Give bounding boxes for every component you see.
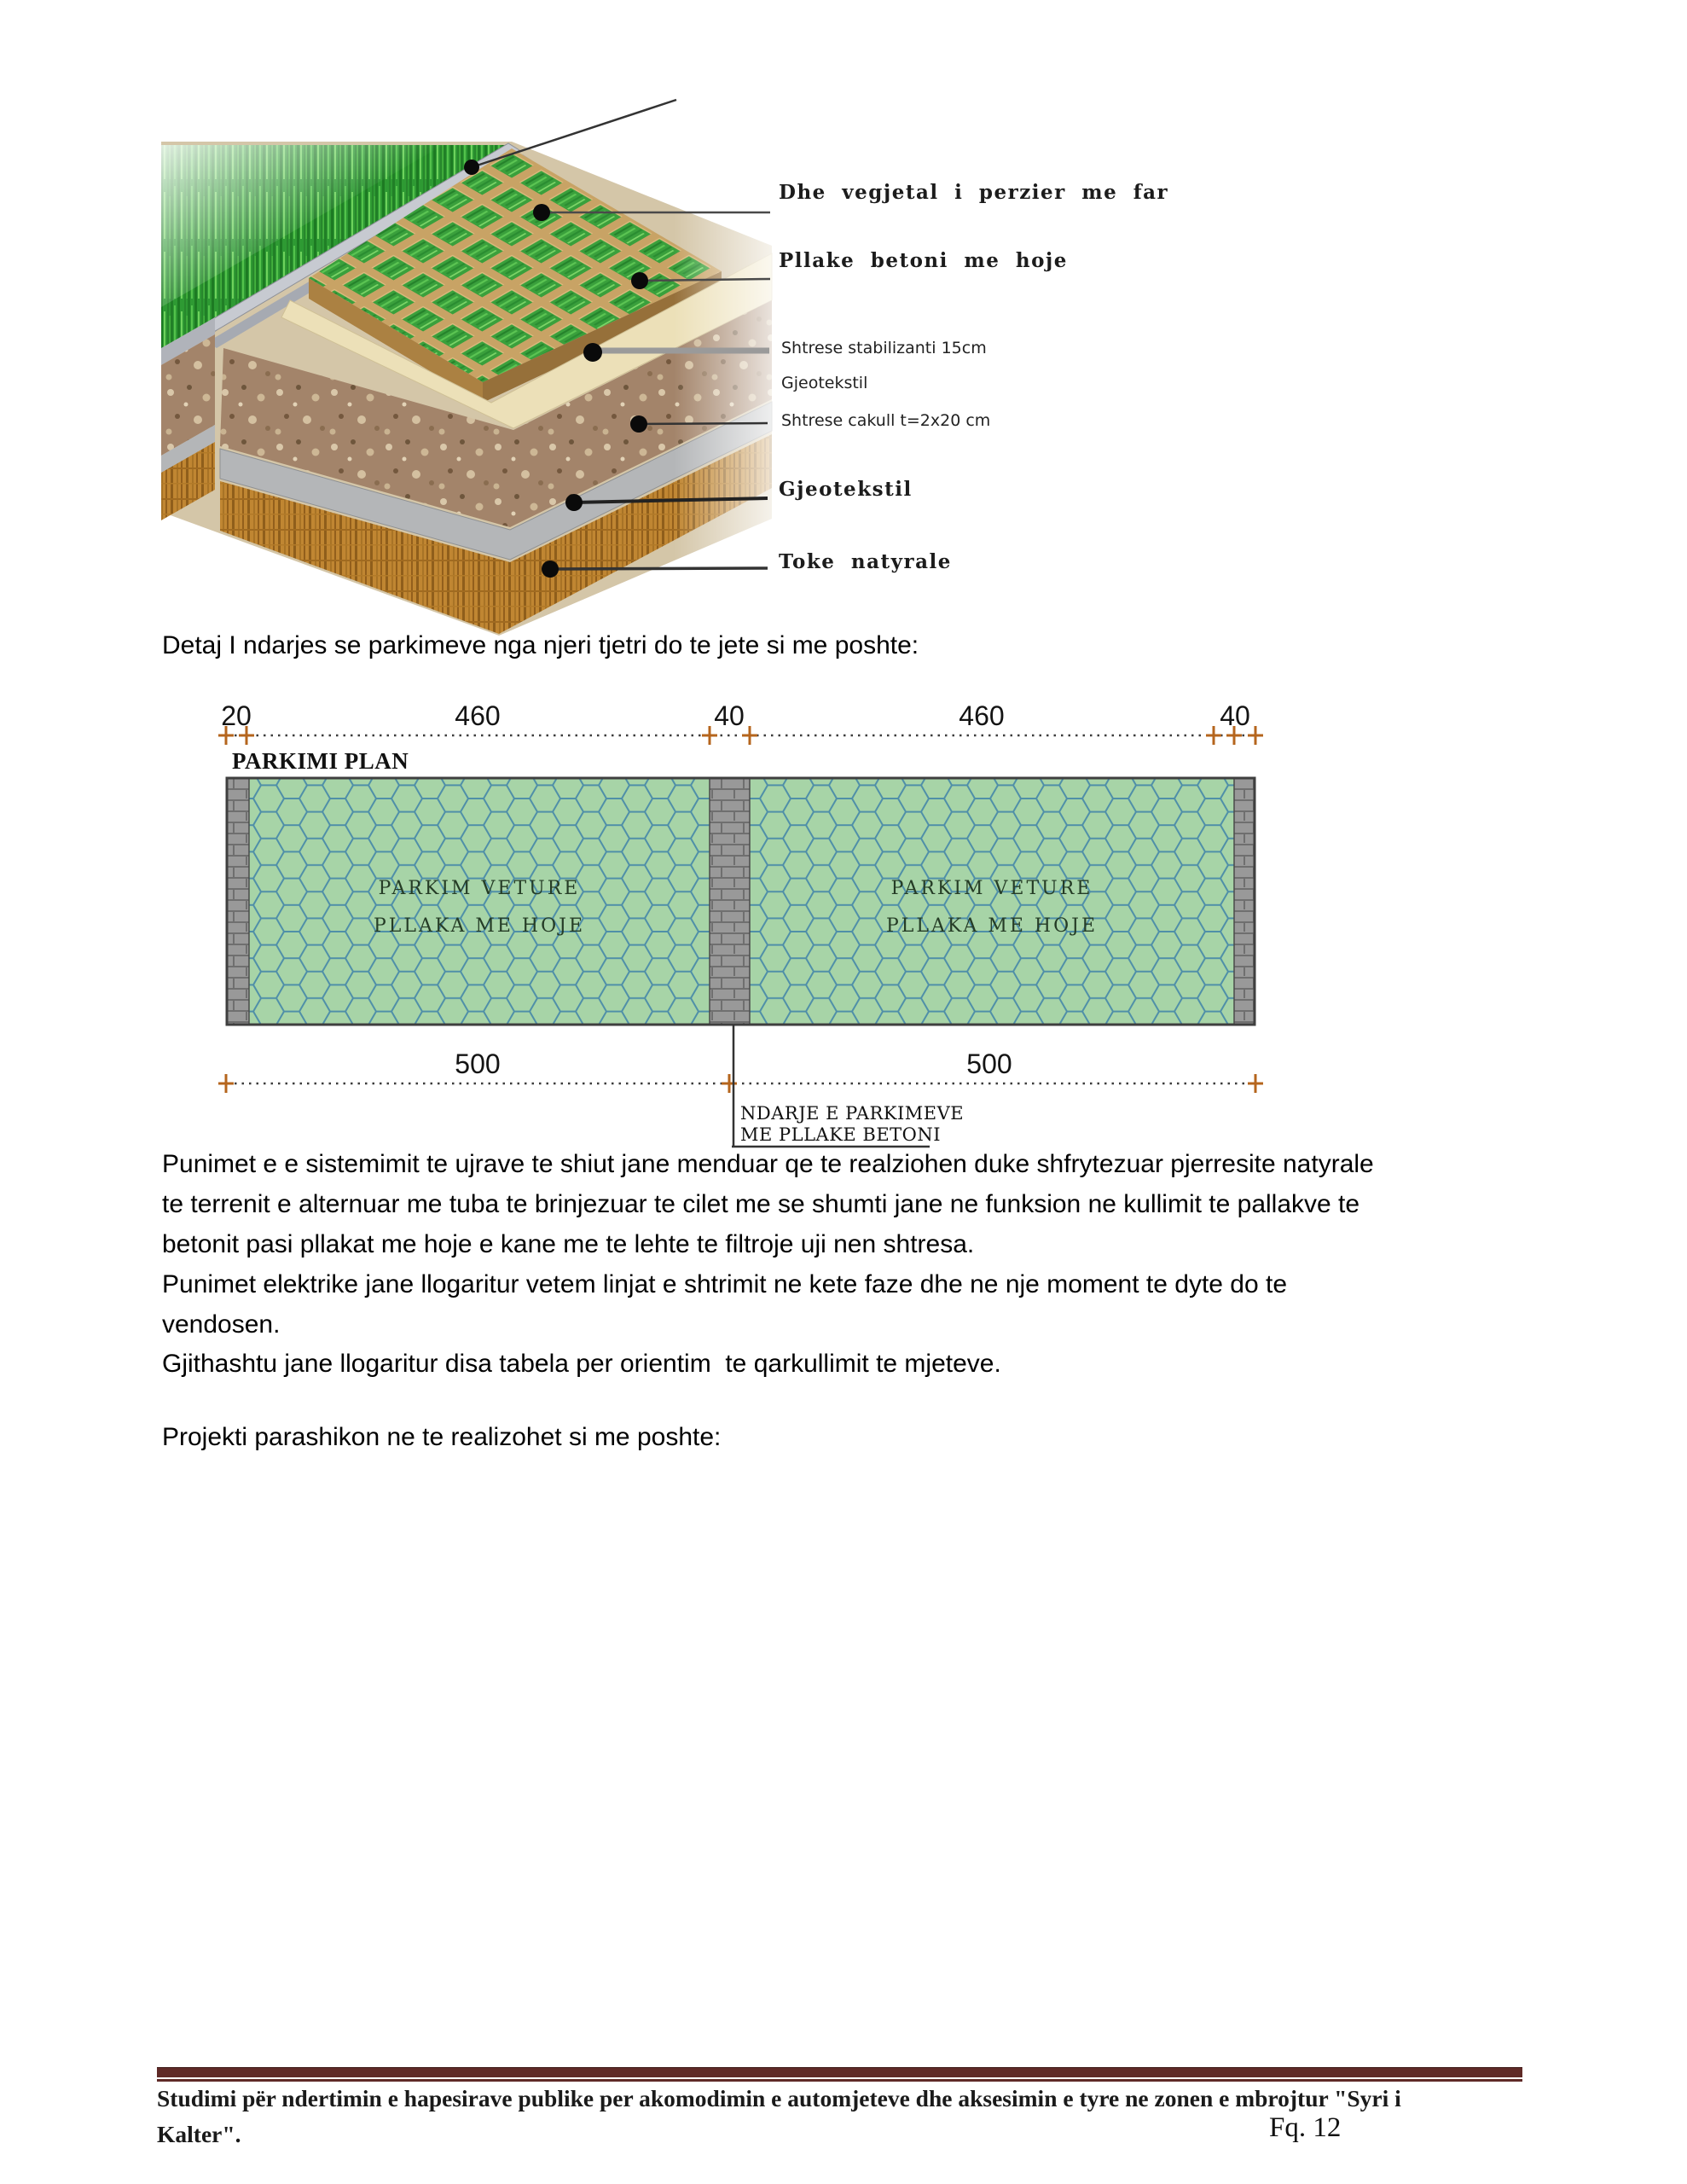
divider-strip-right (1234, 778, 1255, 1025)
layer-label-stabilizanti: Shtrese stabilizanti 15cm (781, 339, 987, 357)
panel-right-label-2: PLLAKA ME HOJE (885, 915, 1099, 937)
footer-divider-bar (157, 2067, 1522, 2082)
plan-title: PARKIMI PLAN (232, 748, 409, 774)
dimension-line-top (218, 700, 1263, 745)
footer-line-2: Kalter". (157, 2121, 241, 2147)
paragraph-line-4: Punimet elektrike jane llogaritur vetem linjat e shtrimit ne kete faze dhe ne nje moment te dyte do te (162, 1270, 1288, 1298)
panel-left-label-2: PLLAKA ME HOJE (373, 915, 586, 937)
layer-label-pllake: Pllake betoni me hoje (779, 249, 1068, 272)
dim-top-460a: 460 (455, 700, 501, 731)
panel-right-label-1: PARKIM VETURE (890, 878, 1093, 899)
dim-top-460b: 460 (959, 700, 1005, 731)
projekti-line: Projekti parashikon ne te realizohet si me poshte: (162, 1423, 722, 1451)
paragraph-line-2: te terrenit e alternuar me tuba te brinjezuar te cilet me se shumti jane ne funksion ne kullimit te pallakve te (162, 1190, 1360, 1218)
paragraph-line-6: Gjithashtu jane llogaritur disa tabela per orientim te qarkullimit te mjeteve. (162, 1350, 1001, 1378)
parking-panel-left (249, 778, 710, 1025)
footer-bar-main (157, 2067, 1522, 2077)
parking-plan-drawing (0, 665, 1687, 1160)
layer-label-toke: Toke natyrale (779, 550, 952, 573)
layer-label-gjeotekstil-2: Gjeotekstil (779, 478, 913, 501)
detail-heading: Detaj I ndarjes se parkimeve nga njeri tjetri do te jete si me poshte: (162, 631, 919, 659)
dim-top-40b: 40 (1220, 700, 1250, 731)
plan-body (227, 778, 1255, 1025)
parking-panel-right (750, 778, 1234, 1025)
dim-bottom-500a: 500 (455, 1048, 501, 1079)
paragraph-line-3: betonit pasi pllakat me hoje e kane me te lehte te filtroje uji nen shtresa. (162, 1230, 975, 1258)
divider-label-2: ME PLLAKE BETONI (740, 1124, 942, 1145)
divider-strip-left (227, 778, 249, 1025)
footer-line-1: Studimi për ndertimin e hapesirave publike per akomodimin e automjeteve dhe aksesimin e tyre ne zonen e mbrojtur "Syri i (157, 2085, 1401, 2111)
page-number: Fq. 12 (1269, 2112, 1342, 2143)
dim-bottom-500b: 500 (966, 1048, 1012, 1079)
dimension-line-bottom (218, 1048, 1263, 1093)
dim-top-20: 20 (221, 700, 252, 731)
layer-label-gjeotekstil-1: Gjeotekstil (781, 374, 868, 392)
divider-callout (732, 1025, 964, 1147)
divider-strip-center (710, 778, 750, 1025)
layer-label-cakull: Shtrese cakull t=2x20 cm (781, 411, 991, 430)
paragraph-line-5: vendosen. (162, 1310, 281, 1339)
layer-label-vegetal: Dhe vegjetal i perzier me far (779, 181, 1169, 204)
paragraph-line-1: Punimet e e sistemimit te ujrave te shiut jane menduar qe te realziohen duke shfrytezuar pjerresite natyrale (162, 1150, 1374, 1178)
dim-top-40a: 40 (714, 700, 745, 731)
footer-bar-thin (157, 2079, 1522, 2082)
panel-left-label-1: PARKIM VETURE (378, 878, 581, 899)
divider-label-1: NDARJE E PARKIMEVE (740, 1103, 965, 1124)
